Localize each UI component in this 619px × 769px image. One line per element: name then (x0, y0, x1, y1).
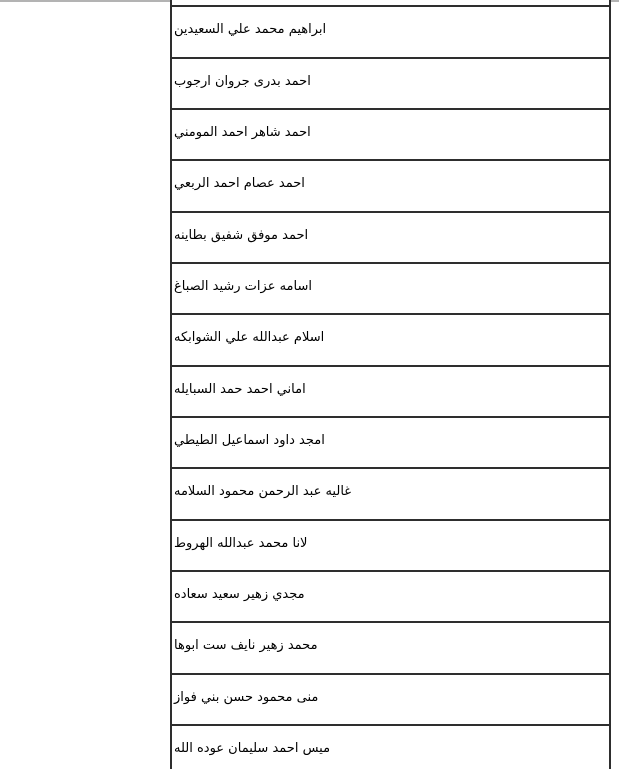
person-name: احمد عصام احمد الربعي (174, 176, 305, 192)
person-name: امجد داود اسماعيل الطيطي (174, 433, 325, 449)
table-row (172, 110, 609, 161)
person-name: محمد زهير نايف ست ابوها (174, 638, 318, 654)
table-row-clipped-top (172, 0, 609, 7)
person-name: مجدي زهير سعيد سعاده (174, 587, 305, 603)
table-row (172, 675, 609, 726)
table-row (172, 572, 609, 623)
person-name: اماني احمد حمد السبايله (174, 381, 306, 397)
table-row (172, 623, 609, 674)
person-name: اسامه عزات رشيد الصباغ (174, 279, 312, 295)
person-name: لانا محمد عبدالله الهروط (174, 535, 308, 551)
person-name: غاليه عبد الرحمن محمود السلامه (174, 484, 352, 500)
person-name: ابراهيم محمد علي السعيدين (174, 22, 327, 38)
person-name: منى محمود حسن بني فواز (174, 689, 319, 705)
table-row (172, 469, 609, 520)
table-row (172, 521, 609, 572)
table-row (172, 264, 609, 315)
table-row (172, 726, 609, 769)
table-row (172, 367, 609, 418)
table-row (172, 315, 609, 366)
table-row (172, 59, 609, 110)
person-name: احمد شاهر احمد المومني (174, 125, 311, 141)
table-row (172, 213, 609, 264)
person-name: احمد موفق شفيق بطاينه (174, 227, 309, 243)
names-table (170, 0, 611, 769)
person-name: اسلام عبدالله علي الشوابكه (174, 330, 325, 346)
table-row (172, 161, 609, 212)
person-name: احمد بدرى جروان ارجوب (174, 73, 311, 89)
table-row (172, 418, 609, 469)
table-row (172, 7, 609, 58)
person-name: ميس احمد سليمان عوده الله (174, 741, 331, 757)
